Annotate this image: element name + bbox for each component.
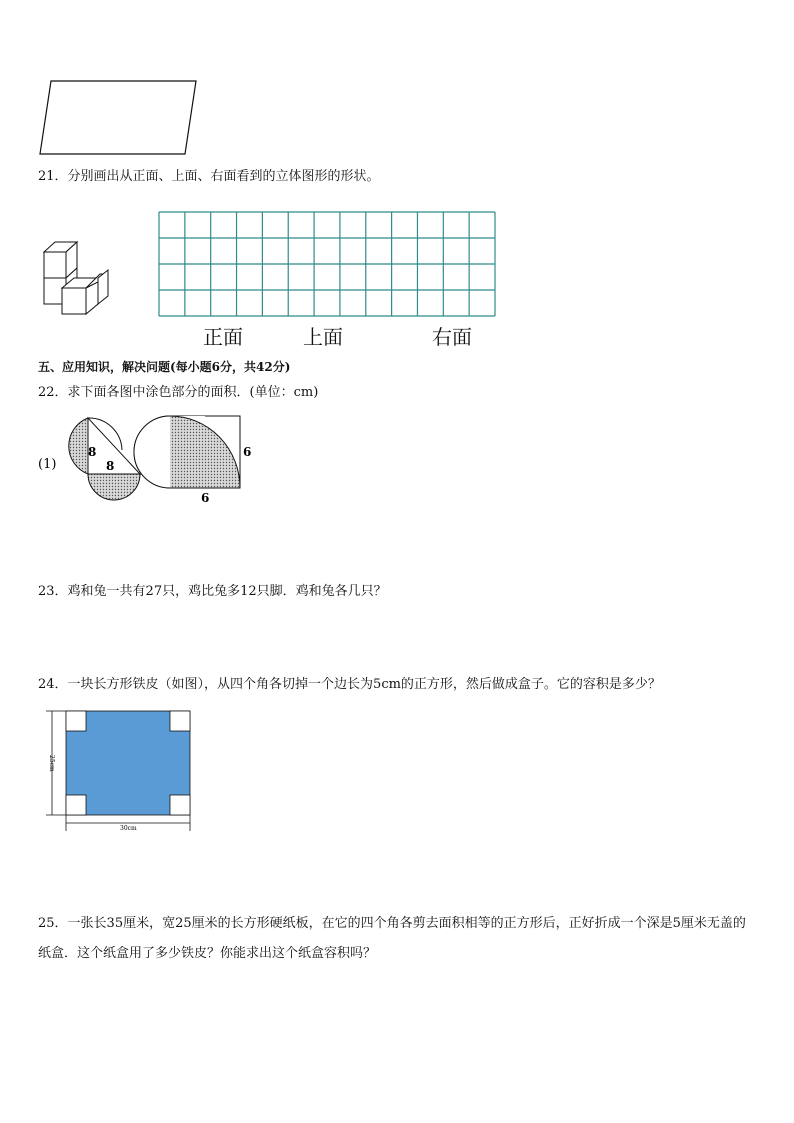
label-front-view: 正面 bbox=[203, 325, 243, 349]
question-23-text: 23．鸡和兔一共有27只，鸡比兔多12只脚．鸡和兔各几只？ bbox=[38, 584, 387, 599]
drawing-grid bbox=[157, 211, 497, 317]
question-25-text: 25．一张长35厘米，宽25厘米的长方形硬纸板，在它的四个角各剪去面积相等的正方形后，正好折成一个深是5厘米无盖的纸盒．这个纸盒用了多少铁皮？你能求出这个纸盒容积吗？ bbox=[38, 916, 746, 961]
fig2-side: 6 bbox=[243, 445, 252, 459]
sheet-metal-figure bbox=[40, 705, 200, 835]
cube-stack-figure bbox=[40, 238, 112, 318]
width-label: 30cm bbox=[120, 825, 137, 832]
fig1-height: 8 bbox=[88, 445, 97, 459]
label-right-view: 右面 bbox=[432, 325, 472, 349]
fig1-label: (1) bbox=[38, 457, 57, 472]
height-label: 25cm bbox=[48, 755, 55, 772]
parallelogram-figure bbox=[38, 78, 202, 158]
question-22-text: 22．求下面各图中涂色部分的面积．(单位：cm) bbox=[38, 385, 319, 400]
label-top-view: 上面 bbox=[303, 325, 343, 349]
fig1-base: 8 bbox=[106, 459, 115, 473]
section-5-heading: 五、应用知识，解决问题(每小题6分，共42分) bbox=[38, 360, 291, 374]
question-24-text: 24．一块长方形铁皮（如图），从四个角各切掉一个边长为5cm的正方形，然后做成盒子。它的容积是多少？ bbox=[38, 677, 661, 692]
fig2-bottom: 6 bbox=[201, 491, 210, 505]
question-21-text: 21．分别画出从正面、上面、右面看到的立体图形的形状。 bbox=[38, 169, 380, 184]
shaded-area-figures bbox=[30, 410, 270, 510]
